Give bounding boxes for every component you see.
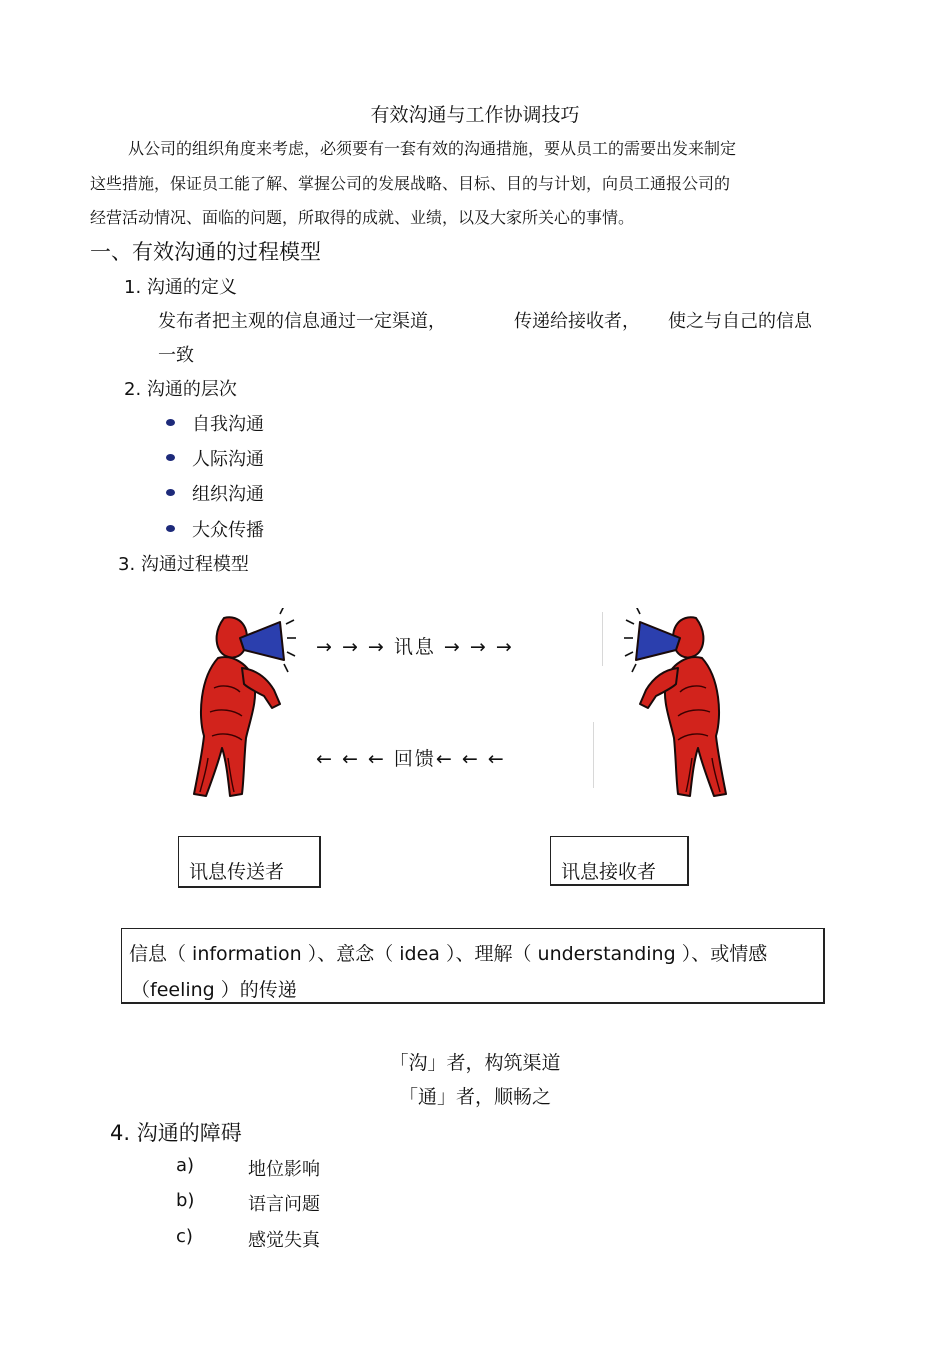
definition-heading: 1. 沟通的定义 [124,277,237,298]
bullet-icon [166,454,175,461]
intro-line-2: 这些措施，保证员工能了解、掌握公司的发展战略、目标、目的与计划，向员工通报公司的 [90,174,731,193]
intro-line-3: 经营活动情况、面临的问题，所取得的成就、业绩，以及大家所关心的事情。 [90,208,635,227]
sender-label [178,836,321,888]
intro-line-1: 从公司的组织角度来考虑，必须要有一套有效的沟通措施，要从员工的需要出发来制定 [128,139,737,158]
list-item: 语言问题 [248,1194,320,1215]
definition-text-a: 发布者把主观的信息通过一定渠道， [158,311,446,332]
message-arrow-row: → → → 讯息 → → → [316,636,514,658]
list-item: 感觉失真 [248,1230,320,1251]
quote-line-1: 「沟」者，构筑渠道 [389,1052,561,1074]
sender-figure-icon [188,608,298,803]
receiver-label [550,836,689,886]
list-item-marker: a) [176,1155,195,1176]
definition-box [121,928,825,1004]
list-item: 人际沟通 [192,449,264,470]
levels-heading: 2. 沟通的层次 [124,379,237,400]
sender-label-text: 讯息传送者 [189,861,285,883]
list-item-marker: c) [176,1226,193,1247]
definition-text-c: 使之与自己的信息 [668,311,812,332]
divider [602,612,603,666]
list-item-marker: b) [176,1190,195,1211]
list-item: 地位影响 [248,1159,320,1180]
divider [593,722,594,788]
receiver-label-text: 讯息接收者 [561,861,657,883]
definition-box-line-2: （feeling ）的传递 [131,979,297,1001]
section-heading: 一、有效沟通的过程模型 [90,240,321,264]
quote-line-2: 「通」者，顺畅之 [398,1086,551,1108]
feedback-arrow-row: ← ← ← 回馈← ← ← [316,748,506,770]
definition-text-b: 传递给接收者， [514,311,640,332]
definition-text-line-2: 一致 [158,345,194,366]
list-item: 大众传播 [192,520,264,541]
bullet-icon [166,525,175,532]
model-heading: 3. 沟通过程模型 [118,554,249,575]
receiver-figure-icon [622,608,732,803]
definition-box-line-1: 信息（ information ）、意念（ idea ）、理解（ understanding ）、或情感 [129,943,768,965]
page-title: 有效沟通与工作协调技巧 [370,104,580,126]
list-item: 组织沟通 [192,484,264,505]
bullet-icon [166,419,175,426]
barriers-heading: 4. 沟通的障碍 [110,1121,242,1145]
bullet-icon [166,489,175,496]
list-item: 自我沟通 [192,414,264,435]
